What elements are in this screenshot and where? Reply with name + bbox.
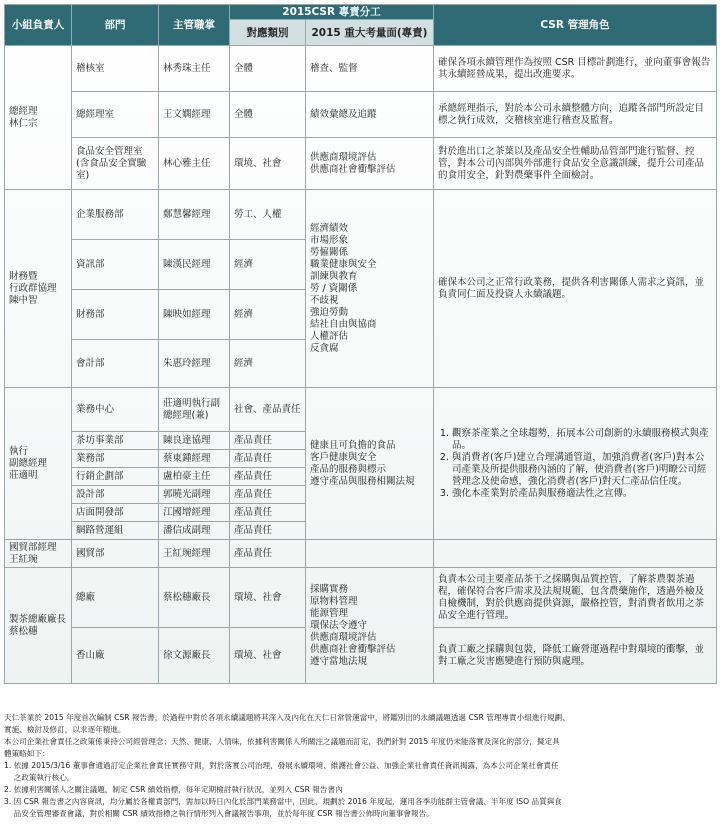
category-cell: 全體 [230,46,306,92]
table-row [5,388,717,432]
header-manager: 主管職掌 [159,5,230,46]
issue-cell: 績效彙總及追蹤 [306,92,434,138]
issue-cell: 經濟績效 市場形象 勞僱關係 職業健康與安全 訓練與教育 勞 / 資關係 不歧視 強迫勞動 結社自由與協商 人權評估 反貪腐 [306,190,434,388]
manager-cell: 林秀珠主任 [159,46,230,92]
dept-cell: 資訊部 [72,240,159,290]
list-item: 2. 與消費者(客戶)建立合理溝通管道，加強消費者(客戶)對本公司產業及所提供服務內涵的了解，使消費者(客戶)明瞭公司經營理念及使命感，強化消費者(客戶)對天仁產品信任度。 [452,452,712,488]
role-cell: 承總經理指示，對於本公司永續整體方向，追蹤各部門所設定目標之執行成效，交稽核室進行稽查及監督。 [434,92,717,138]
issue-cell: 稽查、監督 [306,46,434,92]
role-cell: 確保本公司之正常行政業務，提供各利害關係人需求之資訊，並負責同仁面及投資人永續議題。 [434,190,717,388]
category-cell: 全體 [230,92,306,138]
issue-cell: 健康且可負擔的食品 客戶健康與安全 產品的服務與標示 遵守產品與服務相關法規 [306,388,434,540]
dept-cell: 會計部 [72,340,159,388]
manager-cell: 徐文源廠長 [159,628,230,684]
leader-cell [5,46,72,190]
header-dept: 部門 [72,5,159,46]
leader-cell [5,540,72,568]
manager-cell: 郭曉光副理 [159,486,230,504]
category-cell: 環境、社會 [230,138,306,190]
header-leader: 小組負責人 [5,5,72,46]
table-row [5,540,717,568]
manager-cell: 莊適明執行副總經理(兼) [159,388,230,432]
list-item: 2. 依據利害關係人之關注議題，制定 CSR 績效指標，每年定期檢討執行狀況，並列入 CSR 報告書內 [4,785,343,794]
manager-cell: 鄭慧馨經理 [159,190,230,240]
manager-cell: 陳良達協理 [159,432,230,450]
category-cell: 環境、社會 [230,568,306,628]
manager-cell: 陳漢民經理 [159,240,230,290]
category-cell: 經濟 [230,290,306,340]
list-item: 1. 觀察茶產業之全球趨勢，拓展本公司創新的永續服務模式與產品。 [452,428,712,452]
role-cell: 負責本公司主要產品茶干之採購與品質控管，了解茶農製茶過程，確保符合客戶需求及法規規範，包含農藥施作，透過外檢及自檢機制，對於供應商提供資源，嚴格控管，對消費者飲用之茶品安全進行管理。 [434,568,717,628]
list-item: 之政策執行核心。 [4,773,75,782]
dept-cell: 企業服務部 [72,190,159,240]
leader-name: 製茶總廠廠長 蔡松穗 [9,613,67,637]
category-cell: 產品責任 [230,486,306,504]
role-list [438,428,712,500]
manager-cell: 蔡東鍾經理 [159,450,230,468]
category-cell: 產品責任 [230,450,306,468]
issue-cell: 供應商環境評估 供應商社會衝擊評估 [306,138,434,190]
note-paragraph: 天仁茶業於 2015 年度首次編制 CSR 報告書，於過程中對於各項永續議題將其深入及內化在天仁日常營運當中，將鑑別出的永續議題透過 CSR 管理專責小組進行規劃、 [4,713,570,722]
dept-cell: 總廠 [72,568,159,628]
category-cell: 經濟 [230,340,306,388]
manager-cell: 王紅琬經理 [159,540,230,568]
leader-cell [5,388,72,540]
category-cell: 產品責任 [230,522,306,540]
category-cell: 勞工、人權 [230,190,306,240]
table-row [5,138,717,190]
category-cell: 產品責任 [230,468,306,486]
dept-cell: 業務中心 [72,388,159,432]
notes-section [4,712,716,820]
dept-cell: 網路營運組 [72,522,159,540]
leader-name: 執行 副總經理 莊適明 [9,445,48,481]
csr-responsibility-table [4,4,717,684]
role-cell: 確保各項永續管理作為按照 CSR 目標計劃進行，並向董事會報告其永續經營成果，提出改進要求。 [434,46,717,92]
category-cell: 環境、社會 [230,628,306,684]
list-item: 3. 因 CSR 報告書之內容資訊，均分屬於各權責部門，需加以時日內化於部門業務當中，因此，規劃於 2016 年度起，運用各季功能群主管會議、半年度 ISO 品質與食 [4,797,562,806]
role-cell: 負責工廠之採購與包裝，降低工廠營運過程中對環境的衝擊，並對工廠之災害應變進行預防與處理。 [434,628,717,684]
list-item: 1. 依據 2015/3/16 董事會通過訂定企業社會責任實務守則，對於落實公司治理、發展永續環境、維護社會公益、加強企業社會責任資訊揭露，為本公司企業社會責任 [4,761,559,770]
dept-cell: 茶坊事業部 [72,432,159,450]
list-item: 3. 強化本產業對於產品與服務適法性之宣傳。 [452,488,712,500]
manager-cell: 林心雅主任 [159,138,230,190]
table-row [5,46,717,92]
table-row [5,568,717,628]
leader-name: 國貿部經理 王紅琬 [9,541,57,565]
note-paragraph: 實施、檢討及修訂，以求逐年精進。 [4,725,126,734]
dept-cell: 業務部 [72,450,159,468]
table-row [5,92,717,138]
dept-cell: 店面開發部 [72,504,159,522]
dept-cell: 香山廠 [72,628,159,684]
note-list [4,760,716,820]
leader-name: 總經理 林仁宗 [9,105,38,129]
table-row [5,190,717,240]
leader-cell [5,190,72,388]
category-cell: 產品責任 [230,540,306,568]
manager-cell: 江國增經理 [159,504,230,522]
dept-cell: 設計部 [72,486,159,504]
manager-cell: 蔡松穗廠長 [159,568,230,628]
header-csr-group: 2015CSR 專責分工 [230,5,434,20]
leader-name: 財務暨 行政群協理 陳中智 [9,270,57,306]
issue-cell [306,540,434,568]
dept-cell: 財務部 [72,290,159,340]
manager-cell: 王文嫻經理 [159,92,230,138]
dept-cell: 食品安全管理室(含食品安全實驗室) [72,138,159,190]
dept-cell: 行銷企劃部 [72,468,159,486]
category-cell: 產品責任 [230,432,306,450]
header-category: 對應類別 [230,20,306,46]
role-cell [434,540,717,568]
category-cell: 經濟 [230,240,306,290]
manager-cell: 陳映如經理 [159,290,230,340]
header-issues: 2015 重大考量面(專責) [306,20,434,46]
list-item: 品安全管理審查會議，對於相關 CSR 績效指標之執行情形列入會議報告事項，並於每年度 CSR 報告書公佈時向董事會報告。 [4,809,434,818]
role-cell [434,388,717,540]
dept-cell: 稽核室 [72,46,159,92]
note-paragraph: 本公司企業社會責任之政策係秉持公司經營理念；天然、健康、人情味，依據利害關係人所關注之議題而訂定，我們針對 2015 年度仍未能落實及深化的部分，擬定具 [4,737,560,746]
note-paragraph: 體策略如下： [4,749,50,758]
header-role: CSR 管理角色 [434,5,717,46]
leader-cell [5,568,72,684]
issue-cell: 採購實務 原物料管理 能源管理 環保法令遵守 供應商環境評估 供應商社會衝擊評估 遵守當地法規 [306,568,434,684]
manager-cell: 潘信成副理 [159,522,230,540]
manager-cell: 朱惠玲經理 [159,340,230,388]
dept-cell: 總經理室 [72,92,159,138]
role-cell: 對於進出口之茶葉以及產品安全性輔助品管部門進行監督、控管，對本公司內部與外部進行食品安全意識訓練，提升公司產品的食用安全，針對農藥事件全面檢討。 [434,138,717,190]
category-cell: 產品責任 [230,504,306,522]
manager-cell: 盧柏豪主任 [159,468,230,486]
dept-cell: 國貿部 [72,540,159,568]
category-cell: 社會、產品責任 [230,388,306,432]
